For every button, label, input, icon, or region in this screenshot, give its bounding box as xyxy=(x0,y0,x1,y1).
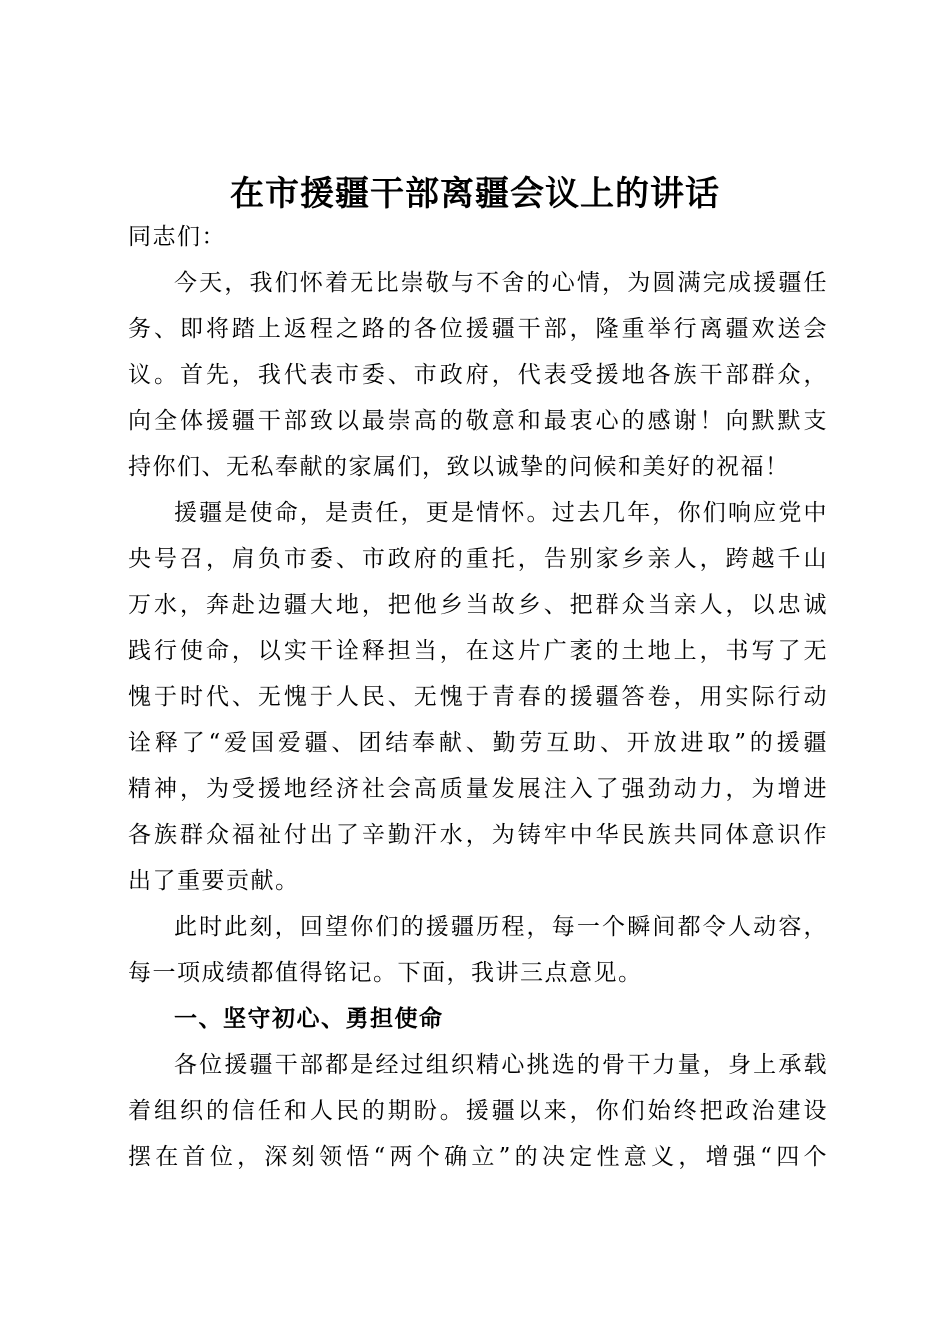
paragraph-line: 践行使命，以实干诠释担当，在这片广袤的土地上，书写了无 xyxy=(128,638,828,664)
paragraph-line: 万水，奔赴边疆大地，把他乡当故乡、把群众当亲人，以忠诚 xyxy=(128,592,828,618)
document-body xyxy=(128,214,828,1180)
paragraph-section-one xyxy=(128,1042,828,1180)
paragraph-line: 议。首先，我代表市委、市政府，代表受援地各族干部群众， xyxy=(128,362,828,388)
paragraph-line: 务、即将踏上返程之路的各位援疆干部，隆重举行离疆欢送会 xyxy=(128,316,828,342)
greeting: 同志们： xyxy=(128,224,226,250)
paragraph-line: 持你们、无私奉献的家属们，致以诚挚的问候和美好的祝福！ xyxy=(128,454,790,480)
paragraph-review xyxy=(128,904,828,996)
paragraph-line: 今天，我们怀着无比崇敬与不舍的心情，为圆满完成援疆任 xyxy=(174,270,828,296)
paragraph-line: 诠释了“爱国爱疆、团结奉献、勤劳互助、开放进取”的援疆 xyxy=(128,730,828,756)
paragraph-line: 着组织的信任和人民的期盼。援疆以来，你们始终把政治建设 xyxy=(128,1098,828,1124)
paragraph-line: 愧于时代、无愧于人民、无愧于青春的援疆答卷，用实际行动 xyxy=(128,684,828,710)
paragraph-opening xyxy=(128,260,828,490)
paragraph-line: 各位援疆干部都是经过组织精心挑选的骨干力量，身上承载 xyxy=(174,1052,828,1078)
paragraph-line: 此时此刻，回望你们的援疆历程，每一个瞬间都令人动容， xyxy=(174,914,828,940)
paragraph-line: 摆在首位，深刻领悟“两个确立”的决定性意义，增强“四个 xyxy=(128,1144,828,1170)
section-heading: 一、坚守初心、勇担使命 xyxy=(174,1006,444,1032)
paragraph-line: 每一项成绩都值得铭记。下面，我讲三点意见。 xyxy=(128,960,643,986)
paragraph-line: 精神，为受援地经济社会高质量发展注入了强劲动力，为增进 xyxy=(128,776,828,802)
paragraph-line: 央号召，肩负市委、市政府的重托，告别家乡亲人，跨越千山 xyxy=(128,546,828,572)
paragraph-mission xyxy=(128,490,828,904)
paragraph-line: 援疆是使命，是责任，更是情怀。过去几年，你们响应党中 xyxy=(174,500,828,526)
paragraph-line: 向全体援疆干部致以最崇高的敬意和最衷心的感谢！向默默支 xyxy=(128,408,828,434)
document-title: 在市援疆干部离疆会议上的讲话 xyxy=(230,174,720,214)
paragraph-line: 出了重要贡献。 xyxy=(128,868,300,894)
paragraph-line: 各族群众福祉付出了辛勤汗水，为铸牢中华民族共同体意识作 xyxy=(128,822,828,848)
